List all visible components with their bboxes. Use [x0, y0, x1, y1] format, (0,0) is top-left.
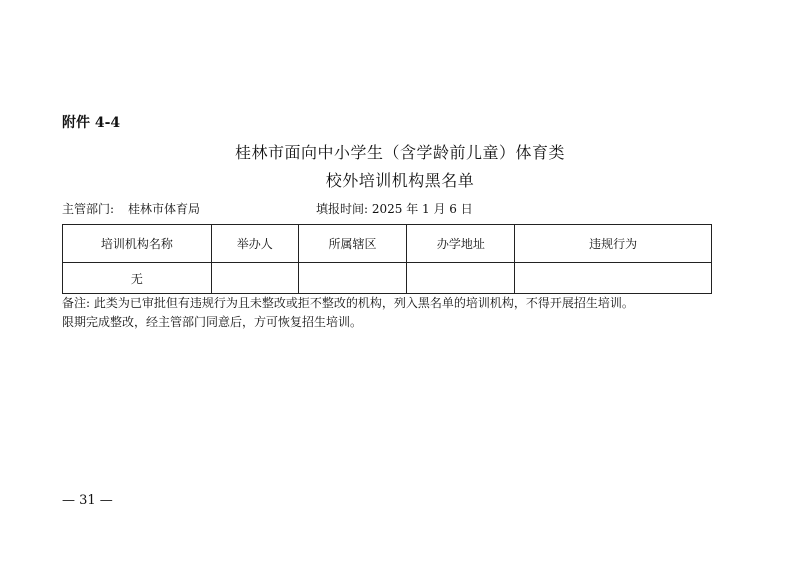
date-label: 填报时间: — [316, 202, 369, 216]
table-note — [62, 294, 722, 332]
table-cell-institution-name: 无 — [63, 263, 212, 294]
note-line1: 备注: 此类为已审批但有违规行为且未整改或拒不整改的机构，列入黑名单的培训机构，不得开展招生培训。 — [62, 296, 634, 310]
authority-value: 桂林市体育局 — [128, 202, 201, 216]
table-header-row — [63, 225, 712, 263]
report-date-info — [316, 200, 473, 217]
table-row — [63, 263, 712, 294]
date-value: 2025 年 1 月 6 日 — [371, 202, 473, 216]
attachment-label: 附件 4-4 — [62, 115, 121, 131]
table-cell-violation — [515, 263, 712, 294]
table-cell-district — [298, 263, 407, 294]
blacklist-table — [62, 224, 712, 294]
authority-label: 主管部门: — [62, 202, 115, 216]
column-header-organizer: 举办人 — [211, 225, 298, 263]
column-header-institution-name: 培训机构名称 — [63, 225, 212, 263]
document-title-line2: 校外培训机构黑名单 — [325, 171, 475, 190]
authority-info — [62, 200, 200, 217]
page-number: — 31 — — [62, 493, 113, 508]
table-cell-organizer — [211, 263, 298, 294]
column-header-address: 办学地址 — [407, 225, 515, 263]
column-header-violation: 违规行为 — [515, 225, 712, 263]
note-line2: 限期完成整改，经主管部门同意后，方可恢复招生培训。 — [62, 315, 363, 329]
document-title-line1: 桂林市面向中小学生（含学龄前儿童）体育类 — [234, 143, 565, 162]
column-header-district: 所属辖区 — [298, 225, 407, 263]
table-cell-address — [407, 263, 515, 294]
